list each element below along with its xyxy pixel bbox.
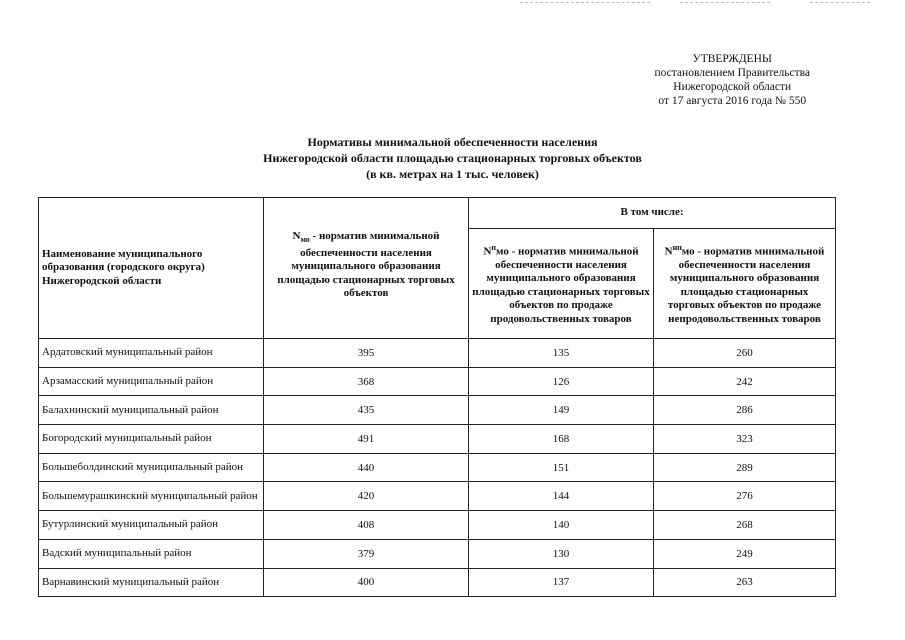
food-description: мо - норматив минимальной обеспеченности населения муниципального образования площадью стационарных торговых объектов по продаже продовольственных товаров <box>472 245 650 325</box>
food-value: 137 <box>469 568 654 597</box>
municipality-name: Вадский муниципальный район <box>39 539 264 568</box>
document-title <box>0 134 905 182</box>
nonfood-superscript: нп <box>672 242 682 252</box>
total-description: - норматив минимальной обеспеченности населения муниципального образования площадью стационарных торговых объектов <box>277 230 455 300</box>
nonfood-value: 286 <box>654 396 836 425</box>
total-value: 408 <box>264 511 469 540</box>
municipality-name: Большеболдинский муниципальный район <box>39 453 264 482</box>
food-value: 140 <box>469 511 654 540</box>
table-row <box>39 339 836 368</box>
food-value: 144 <box>469 482 654 511</box>
title-line: Нижегородской области площадью стационарных торговых объектов <box>263 151 642 165</box>
total-value: 368 <box>264 367 469 396</box>
approval-date: от 17 августа 2016 года № 550 <box>658 95 807 107</box>
table-row <box>39 425 836 454</box>
municipality-name: Бутурлинский муниципальный район <box>39 511 264 540</box>
scan-edge-mark <box>810 2 870 3</box>
approval-line: Нижегородской области <box>673 81 792 93</box>
total-value: 440 <box>264 453 469 482</box>
food-value: 126 <box>469 367 654 396</box>
nonfood-value: 289 <box>654 453 836 482</box>
approval-line: постановлением Правительства <box>654 67 810 79</box>
total-value: 395 <box>264 339 469 368</box>
total-symbol: N <box>292 230 301 242</box>
title-units: (в кв. метрах на 1 тыс. человек) <box>366 167 539 181</box>
municipality-name: Богородский муниципальный район <box>39 425 264 454</box>
header-including: В том числе: <box>469 198 836 229</box>
municipality-name: Большемурашкинский муниципальный район <box>39 482 264 511</box>
nonfood-value: 276 <box>654 482 836 511</box>
nonfood-value: 268 <box>654 511 836 540</box>
municipality-name: Арзамасский муниципальный район <box>39 367 264 396</box>
header-total-norm <box>264 198 469 339</box>
nonfood-symbol: N <box>664 245 673 258</box>
food-value: 130 <box>469 539 654 568</box>
approval-heading: УТВЕРЖДЕНЫ <box>692 53 772 65</box>
header-municipality: Наименование муниципального образования (городского округа) Нижегородской области <box>39 198 264 339</box>
table-row <box>39 511 836 540</box>
table-row <box>39 539 836 568</box>
total-value: 400 <box>264 568 469 597</box>
total-value: 435 <box>264 396 469 425</box>
nonfood-description: мо - норматив минимальной обеспеченности населения муниципального образования площадью стационарных торговых объектов по продаже непродовольственных товаров <box>667 245 825 325</box>
header-nonfood-norm <box>654 229 836 339</box>
food-value: 168 <box>469 425 654 454</box>
nonfood-value: 263 <box>654 568 836 597</box>
total-value: 379 <box>264 539 469 568</box>
table-row <box>39 367 836 396</box>
nonfood-value: 260 <box>654 339 836 368</box>
table-row <box>39 568 836 597</box>
food-superscript: п <box>491 242 496 252</box>
approval-stamp <box>654 52 810 108</box>
total-subscript: мо <box>300 235 310 245</box>
table-row <box>39 396 836 425</box>
table-row <box>39 453 836 482</box>
scan-edge-mark <box>520 2 650 3</box>
nonfood-value: 242 <box>654 367 836 396</box>
food-symbol: N <box>483 245 492 258</box>
total-value: 491 <box>264 425 469 454</box>
municipality-name: Ардатовский муниципальный район <box>39 339 264 368</box>
municipality-name: Балахнинский муниципальный район <box>39 396 264 425</box>
food-value: 135 <box>469 339 654 368</box>
municipality-name: Варнавинский муниципальный район <box>39 568 264 597</box>
nonfood-value: 323 <box>654 425 836 454</box>
norms-table <box>38 197 836 597</box>
food-value: 151 <box>469 453 654 482</box>
table-row <box>39 482 836 511</box>
food-value: 149 <box>469 396 654 425</box>
nonfood-value: 249 <box>654 539 836 568</box>
scan-edge-mark <box>680 2 770 3</box>
total-value: 420 <box>264 482 469 511</box>
title-line: Нормативы минимальной обеспеченности населения <box>307 135 598 149</box>
header-food-norm <box>469 229 654 339</box>
